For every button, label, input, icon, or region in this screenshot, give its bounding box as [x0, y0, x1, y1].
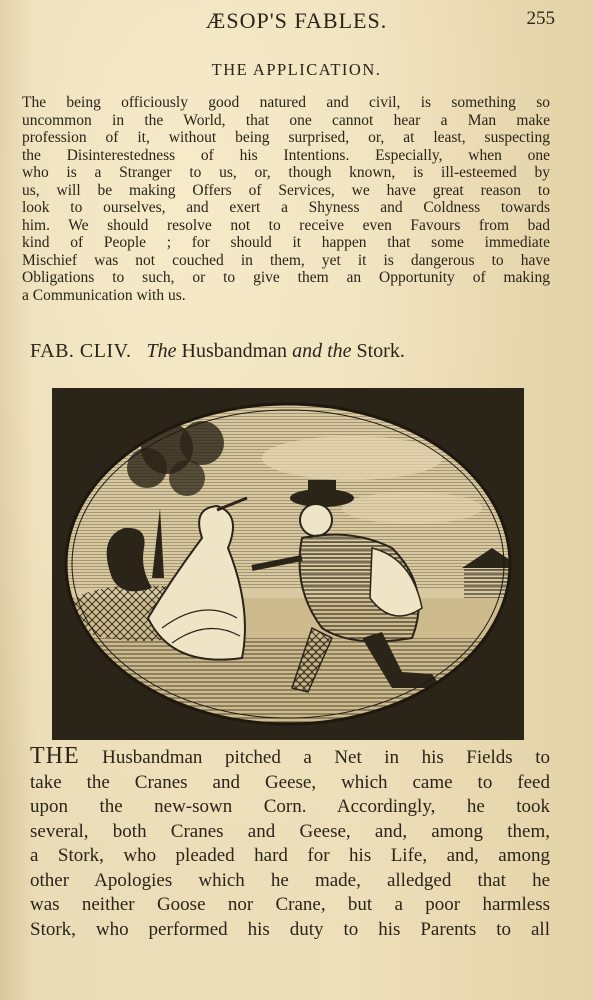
fable-line: [30, 744, 550, 771]
running-head: [0, 8, 593, 36]
fable-heading: [30, 340, 550, 363]
application-line: Mischief was not couched in them, yet it is dangerous to have: [22, 251, 550, 269]
fable-line: a Stork, who pleaded hard for his Life, and, among: [30, 845, 550, 866]
page-number: 255: [526, 8, 555, 29]
application-line: the Disinterestedness of his Intentions. Especially, when one: [22, 146, 550, 164]
fable-drop-word: THE: [30, 744, 80, 769]
application-line: who is a Stranger to us, or, though known, is ill-esteemed by: [22, 164, 550, 181]
fable-title-and-the: and the: [292, 340, 352, 362]
fable-line: take the Cranes and Geese, which came to feed: [30, 771, 550, 793]
fable-number: FAB. CLIV.: [30, 340, 132, 362]
application-line: uncommon in the World, that one cannot hear a Man make: [22, 111, 550, 129]
application-line: The being officiously good natured and civil, is something so: [22, 94, 550, 111]
fable-title-stork: Stork.: [356, 340, 405, 362]
application-line: look to ourselves, and exert a Shyness and Coldness towards: [22, 199, 550, 216]
application-line: him. We should resolve not to receive even Favours from bad: [22, 216, 550, 234]
fable-title-the: The: [146, 340, 177, 362]
fable-paragraph: [30, 744, 550, 942]
woodcut-illustration: [52, 388, 524, 740]
application-line: Obligations to such, or to give them an Opportunity of making: [22, 269, 550, 286]
application-line: profession of it, without being surprised, or, at least, suspecting: [22, 129, 550, 146]
application-line: us, will be making Offers of Services, we have great reason to: [22, 181, 550, 199]
application-line: kind of People ; for should it happen that some immediate: [22, 234, 550, 251]
fable-line: other Apologies which he made, alledged that he: [30, 869, 550, 891]
fable-line-0: Husbandman pitched a Net in his Fields to: [79, 747, 550, 768]
fable-line: upon the new-sown Corn. Accordingly, he took: [30, 796, 550, 817]
fable-line: Stork, who performed his duty to his Parents to all: [30, 918, 550, 940]
running-title: ÆSOP'S FABLES.: [205, 8, 388, 33]
fable-title-husbandman: Husbandman: [181, 340, 288, 362]
fable-line: several, both Cranes and Geese, and, among them,: [30, 820, 550, 842]
application-paragraph: [22, 94, 550, 304]
application-line: a Communication with us.: [22, 286, 186, 304]
fable-line: was neither Goose nor Crane, but a poor harmless: [30, 894, 550, 915]
application-heading: THE APPLICATION.: [211, 60, 382, 79]
